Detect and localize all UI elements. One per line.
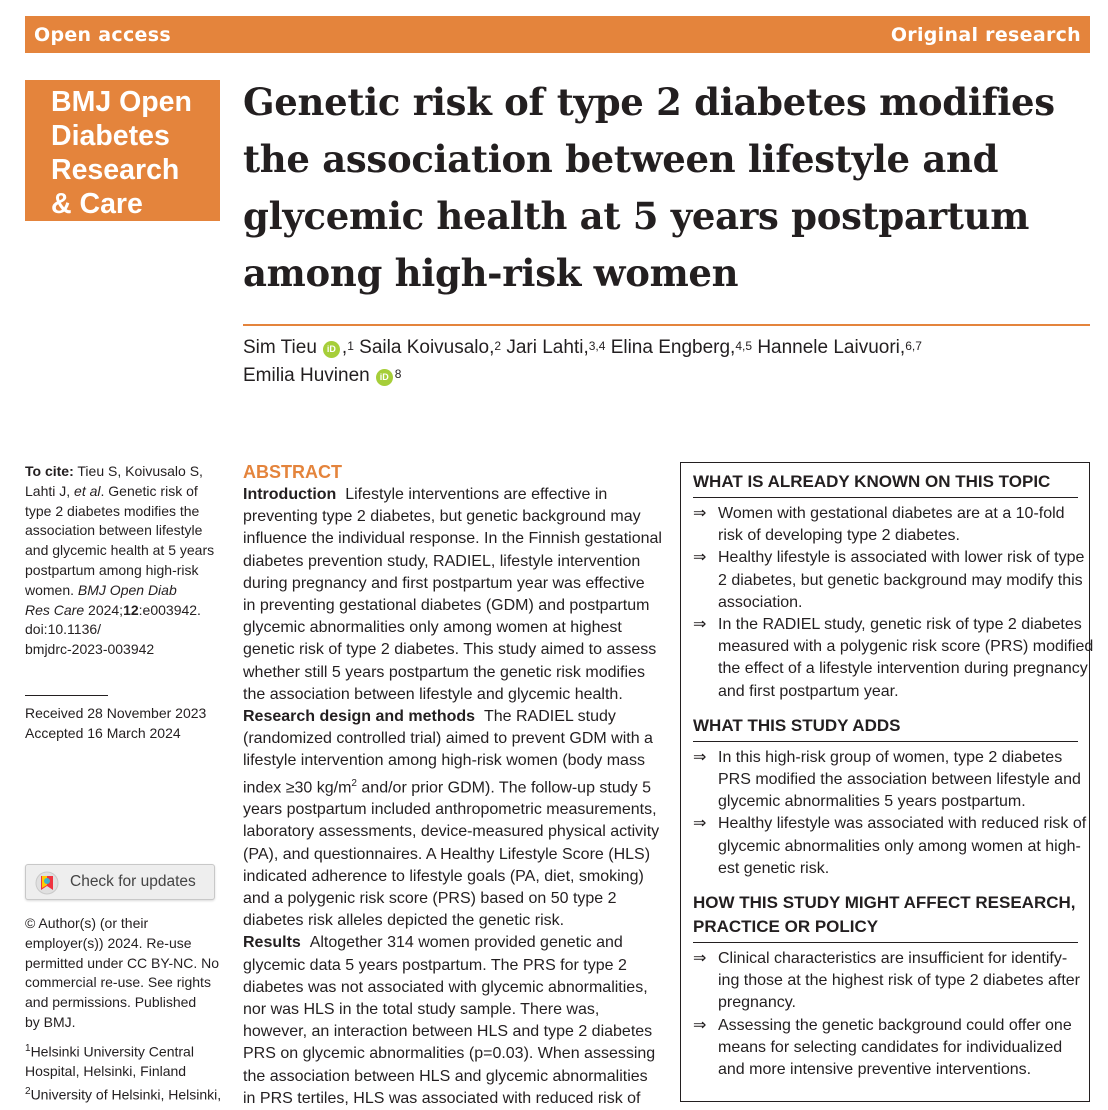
abstract-heading: ABSTRACT bbox=[243, 462, 342, 482]
abstract-line: in PRS tertiles, HLS was associated with reduced risk of bbox=[243, 1089, 641, 1107]
design-label: Research design and methods bbox=[243, 708, 476, 726]
box-item-line: measured with a polygenic risk score (PRS) modified bbox=[718, 638, 1094, 656]
author-list: Sim Tieu iD ,$^1$ Saila Koivusalo,$^2$ Jari Lahti,$^{3,4}$ Elina Engberg,$^{4,5}$ Hannele Laivuori,$^{6,7}$ Emilia Huvinen iD $^8$ bbox=[243, 337, 922, 386]
author-name[interactable]: Emilia Huvinen bbox=[243, 365, 370, 386]
affiliation-sup: 2 bbox=[494, 339, 502, 353]
abstract-line: Lifestyle interventions are effective in bbox=[345, 486, 608, 503]
abstract-line: laboratory assessments, device-measured physical activity bbox=[243, 823, 660, 841]
open-access-label: Open access bbox=[34, 24, 171, 46]
abstract-line: (randomized controlled trial) aimed to prevent GDM with a bbox=[243, 730, 653, 748]
doi-line[interactable]: bmjdrc-2023-003942 bbox=[25, 641, 155, 658]
box-heading-rule bbox=[693, 741, 1078, 742]
license-line: and permissions. Published bbox=[25, 994, 197, 1011]
sidebar-divider bbox=[25, 695, 108, 696]
title-line: Genetic risk of type 2 diabetes modifies bbox=[243, 80, 1055, 124]
abstract-line: genetic risk of type 2 diabetes. This study aimed to assess bbox=[243, 641, 657, 659]
section-gap bbox=[693, 880, 1088, 891]
abstract-line: indicated adherence to lifestyle goals (PA, diet, smoking) bbox=[243, 867, 644, 885]
abstract-line: (PA), and questionnaires. A Healthy Lifestyle Score (HLS) bbox=[243, 845, 651, 863]
crossmark-icon bbox=[35, 871, 59, 895]
box-item-line: the effect of a lifestyle intervention during pregnancy bbox=[718, 660, 1088, 678]
box-section-heading: WHAT IS ALREADY KNOWN ON THIS TOPIC bbox=[693, 472, 1051, 491]
author-name[interactable]: Hannele Laivuori, bbox=[757, 337, 906, 358]
author-name[interactable]: Sim Tieu bbox=[243, 337, 317, 358]
cite-line: and glycemic health at 5 years bbox=[25, 542, 215, 559]
cite-line: women. BMJ Open Diab bbox=[25, 581, 177, 598]
check-updates-button[interactable] bbox=[25, 864, 215, 900]
box-item-line: association. bbox=[718, 593, 803, 611]
cite-line: Tieu S, Koivusalo S, bbox=[77, 463, 203, 479]
box-heading-rule bbox=[693, 942, 1078, 943]
journal-logo bbox=[25, 80, 220, 221]
orcid-icon[interactable]: iD bbox=[376, 369, 393, 386]
box-item-line: ing those at the highest risk of type 2 diabetes after bbox=[718, 972, 1080, 990]
box-item-line: glycemic abnormalities 5 years postpartum. bbox=[718, 793, 1026, 811]
box-bullet-item bbox=[693, 948, 1088, 1015]
title-line: among high-risk women bbox=[243, 251, 739, 295]
journal-logo-line: BMJ Open bbox=[51, 86, 192, 118]
arrow-icon: ⇒ bbox=[693, 505, 707, 522]
affiliation-line: $^1$Helsinki University Central bbox=[25, 1042, 194, 1060]
abstract-line: the association between lifestyle and glycemic health. bbox=[243, 685, 623, 703]
arrow-icon: ⇒ bbox=[693, 616, 707, 634]
cite-line: type 2 diabetes modifies the bbox=[25, 502, 200, 519]
box-bullet-item bbox=[693, 813, 1088, 880]
abstract-line: diabetes prevention study, RADIEL, lifestyle intervention bbox=[243, 552, 641, 570]
affiliation-line: Hospital, Helsinki, Finland bbox=[25, 1063, 187, 1080]
cite-line: Lahti J, et al. Genetic risk of bbox=[25, 482, 198, 499]
box-bullet-item bbox=[693, 503, 1088, 547]
license-line: permitted under CC BY-NC. No bbox=[25, 954, 220, 971]
license-line: by BMJ. bbox=[25, 1013, 76, 1030]
title-line: glycemic health at 5 years postpartum bbox=[243, 194, 1030, 238]
summary-box-content bbox=[693, 470, 1094, 1081]
abstract-line: however, an interaction between HLS and type 2 diabetes bbox=[243, 1023, 653, 1041]
abstract-section bbox=[243, 460, 663, 1110]
box-section-heading: PRACTICE OR POLICY bbox=[693, 917, 879, 937]
author-name[interactable]: Jari Lahti, bbox=[506, 337, 589, 358]
affiliation-line: $^2$University of Helsinki, Helsinki, bbox=[25, 1086, 222, 1103]
license-line: employer(s)) 2024. Re-use bbox=[25, 934, 192, 951]
abstract-line: lifestyle intervention among high-risk women (body mass bbox=[243, 752, 645, 770]
abstract-line: PRS on glycemic abnormalities (p=0.03). When assessing bbox=[243, 1045, 656, 1063]
arrow-icon: ⇒ bbox=[693, 950, 707, 968]
cite-line: postpartum among high-risk bbox=[25, 561, 199, 578]
doi-line[interactable]: doi:10.1136/ bbox=[25, 621, 102, 638]
cite-line: Res Care 2024;12:e003942. bbox=[25, 601, 201, 618]
arrow-icon: ⇒ bbox=[693, 1016, 707, 1034]
section-gap bbox=[693, 703, 1088, 714]
abstract-line: in preventing gestational diabetes (GDM) and postpartum bbox=[243, 597, 650, 615]
affiliation-sup: 8 bbox=[394, 367, 402, 381]
box-item-line: glycemic abnormalities only among women at high- bbox=[718, 837, 1081, 855]
box-item-line: and more intensive preventive interventions. bbox=[718, 1061, 1032, 1079]
box-section-heading: HOW THIS STUDY MIGHT AFFECT RESEARCH, bbox=[693, 893, 1076, 913]
box-item-line: PRS modified the association between lifestyle and bbox=[718, 771, 1081, 789]
abstract-line: glycemic abnormalities only among women at highest bbox=[243, 619, 622, 637]
box-item-line: Healthy lifestyle is associated with lower risk of type bbox=[718, 549, 1085, 567]
check-updates-label: Check for updates bbox=[70, 873, 196, 890]
box-heading-rule bbox=[693, 497, 1078, 498]
abstract-line: influence the individual response. In the Finnish gestational bbox=[243, 530, 662, 548]
abstract-line: and a polygenic risk score (PRS) based on 50 type 2 bbox=[243, 889, 617, 907]
box-item-line: risk of developing type 2 diabetes. bbox=[718, 527, 960, 545]
abstract-line: the association between HLS and glycemic abnormalities bbox=[243, 1067, 648, 1085]
orcid-icon[interactable]: iD bbox=[323, 341, 340, 358]
affiliation-sup: 3,4 bbox=[588, 339, 606, 353]
box-bullet-item bbox=[693, 614, 1094, 703]
license-block bbox=[25, 914, 220, 1105]
received-date: Received 28 November 2023 bbox=[25, 705, 207, 721]
box-item-line: pregnancy. bbox=[718, 994, 796, 1012]
affiliation-sup: 1 bbox=[347, 339, 354, 353]
article-title bbox=[243, 74, 1093, 302]
box-bullet-item bbox=[693, 747, 1088, 814]
results-label: Results bbox=[243, 934, 301, 952]
title-line: the association between lifestyle and bbox=[243, 137, 999, 181]
affiliation-sup: 4,5 bbox=[735, 339, 753, 353]
box-item-line: In this high-risk group of women, type 2 diabetes bbox=[718, 748, 1063, 766]
header-bar bbox=[25, 16, 1090, 53]
title-divider bbox=[243, 324, 1090, 326]
dates-block bbox=[25, 704, 220, 744]
box-item-line: and first postpartum year. bbox=[718, 682, 899, 700]
box-item-line: Women with gestational diabetes are at a 10-fold bbox=[718, 505, 1065, 522]
journal-logo-line: Diabetes bbox=[51, 120, 170, 152]
arrow-icon: ⇒ bbox=[693, 549, 707, 567]
abstract-line: Altogether 314 women provided genetic and bbox=[309, 934, 623, 952]
cite-line: association between lifestyle bbox=[25, 522, 203, 539]
arrow-icon: ⇒ bbox=[693, 815, 707, 833]
license-line: © Author(s) (or their bbox=[25, 915, 149, 931]
intro-label: Introduction bbox=[243, 486, 337, 503]
article-type-label: Original research bbox=[890, 24, 1081, 46]
abstract-line: The RADIEL study bbox=[483, 708, 616, 726]
accepted-date: Accepted 16 March 2024 bbox=[25, 724, 181, 741]
abstract-line: preventing type 2 diabetes, but genetic background may bbox=[243, 508, 641, 526]
license-line: commercial re-use. See rights bbox=[25, 974, 211, 991]
abstract-line: whether still 5 years postpartum the genetic risk modifies bbox=[243, 663, 645, 681]
box-item-line: Assessing the genetic background could offer one bbox=[718, 1016, 1072, 1034]
author-name[interactable]: Elina Engberg, bbox=[610, 337, 736, 358]
box-bullet-item bbox=[693, 1015, 1088, 1082]
affiliation-sup: 6,7 bbox=[905, 339, 922, 353]
abstract-line: diabetes risk alleles depicted the genetic risk. bbox=[243, 912, 565, 930]
box-bullet-item bbox=[693, 547, 1088, 614]
box-section-heading: WHAT THIS STUDY ADDS bbox=[693, 715, 901, 735]
abstract-line: during pregnancy and first postpartum year was effective bbox=[243, 574, 645, 592]
abstract-line: diabetes was not associated with glycemic abnormalities, bbox=[243, 978, 648, 996]
box-item-line: means for selecting candidates for individualized bbox=[718, 1038, 1063, 1056]
abstract-line: index ≥30 $kg/m^2$ and/or prior GDM). The follow-up study 5 bbox=[243, 777, 651, 796]
box-item-line: Healthy lifestyle was associated with reduced risk of bbox=[718, 815, 1087, 833]
abstract-line: glycemic data 5 years postpartum. The PRS for type 2 bbox=[243, 956, 627, 974]
abstract-line: years postpartum included anthropometric measurements, bbox=[243, 801, 657, 819]
abstract-line: nor was HLS in the total study sample. There was, bbox=[243, 1001, 600, 1018]
arrow-icon: ⇒ bbox=[693, 748, 707, 766]
box-item-line: Clinical characteristics are insufficient for identify- bbox=[718, 950, 1068, 968]
citation-sidebar bbox=[25, 462, 220, 660]
box-item-line: In the RADIEL study, genetic risk of type 2 diabetes bbox=[718, 616, 1082, 634]
journal-logo-line: Research bbox=[51, 154, 180, 186]
author-name[interactable]: Saila Koivusalo, bbox=[359, 337, 495, 358]
cite-label: To cite: bbox=[25, 463, 74, 479]
journal-logo-line: & Care bbox=[51, 188, 143, 220]
box-item-line: est genetic risk. bbox=[718, 859, 830, 877]
box-item-line: 2 diabetes, but genetic background may modify this bbox=[718, 571, 1083, 589]
